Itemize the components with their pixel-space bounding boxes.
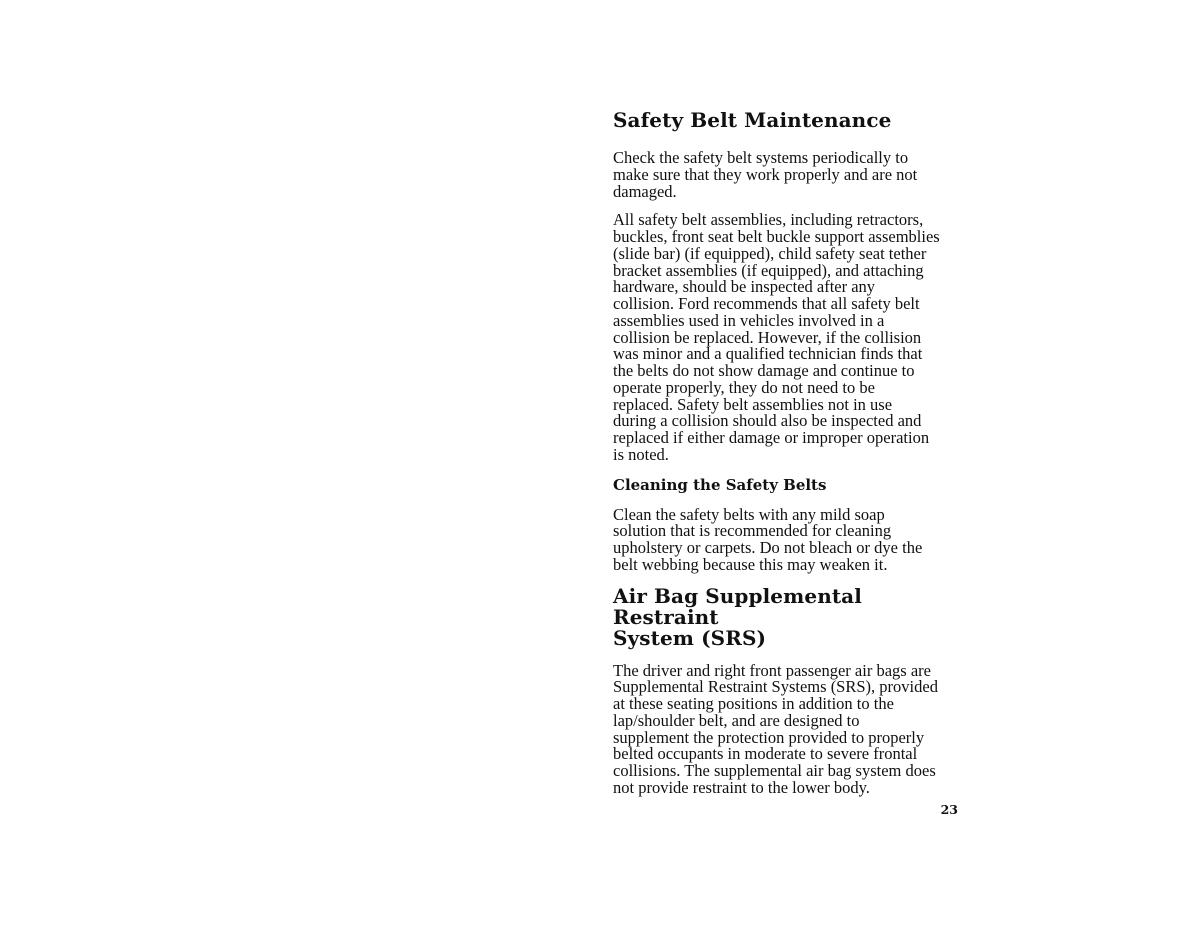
- text-line: was minor and a qualified technician finds that: [613, 344, 923, 364]
- text-line: Check the safety belt systems periodically to: [613, 148, 909, 167]
- text-line: buckles, front seat belt buckle support assemblies: [613, 227, 940, 246]
- heading-line: Air Bag Supplemental Restraint: [613, 583, 862, 629]
- safety-belt-maintenance-heading: Safety Belt Maintenance: [613, 108, 892, 132]
- text-line: supplement the protection provided to properly: [613, 727, 925, 747]
- text-line: collisions. The supplemental air bag system does: [613, 761, 936, 780]
- text-line: replaced. Safety belt assemblies not in use: [613, 394, 893, 414]
- text-line: operate properly, they do not need to be: [613, 377, 875, 397]
- text-line: replaced if either damage or improper operation: [613, 428, 930, 447]
- text-line: the belts do not show damage and continue to: [613, 361, 915, 380]
- airbag-srs-heading: [613, 583, 965, 650]
- text-line: make sure that they work properly and are not: [613, 164, 918, 184]
- text-line: hardware, should be inspected after any: [613, 277, 876, 297]
- maintenance-inspection-paragraph: [613, 212, 965, 463]
- cleaning-safety-belts-heading: Cleaning the Safety Belts: [613, 475, 827, 494]
- cleaning-paragraph: [613, 504, 965, 574]
- text-line: upholstery or carpets. Do not bleach or dye the: [613, 538, 923, 557]
- text-line: bracket assemblies (if equipped), and attaching: [613, 260, 924, 280]
- maintenance-intro-paragraph: [613, 150, 965, 200]
- text-line: belt webbing because this may weaken it.: [613, 554, 888, 574]
- text-line: assemblies used in vehicles involved in a: [613, 310, 885, 330]
- text-line: belted occupants in moderate to severe frontal: [613, 744, 918, 764]
- airbag-paragraph: [613, 660, 965, 797]
- text-line: not provide restraint to the lower body.: [613, 777, 870, 797]
- page-number: 23: [940, 802, 958, 817]
- text-line: damaged.: [613, 181, 677, 201]
- text-line: lap/shoulder belt, and are designed to: [613, 710, 860, 730]
- text-line: Supplemental Restraint Systems (SRS), provided: [613, 677, 938, 697]
- text-line: at these seating positions in addition to the: [613, 694, 894, 713]
- text-line: (slide bar) (if equipped), child safety seat tether: [613, 243, 927, 263]
- text-line: collision. Ford recommends that all safety belt: [613, 294, 920, 313]
- text-line: collision be replaced. However, if the collision: [613, 327, 922, 347]
- text-column: [613, 110, 965, 809]
- text-line: All safety belt assemblies, including retractors,: [613, 210, 924, 230]
- text-line: is noted.: [613, 444, 669, 464]
- text-line: during a collision should also be inspected and: [613, 411, 922, 431]
- text-line: The driver and right front passenger air bags are: [613, 660, 931, 680]
- text-line: solution that is recommended for cleaning: [613, 521, 892, 541]
- heading-line: System (SRS): [613, 625, 767, 650]
- text-line: Clean the safety belts with any mild soap: [613, 504, 885, 524]
